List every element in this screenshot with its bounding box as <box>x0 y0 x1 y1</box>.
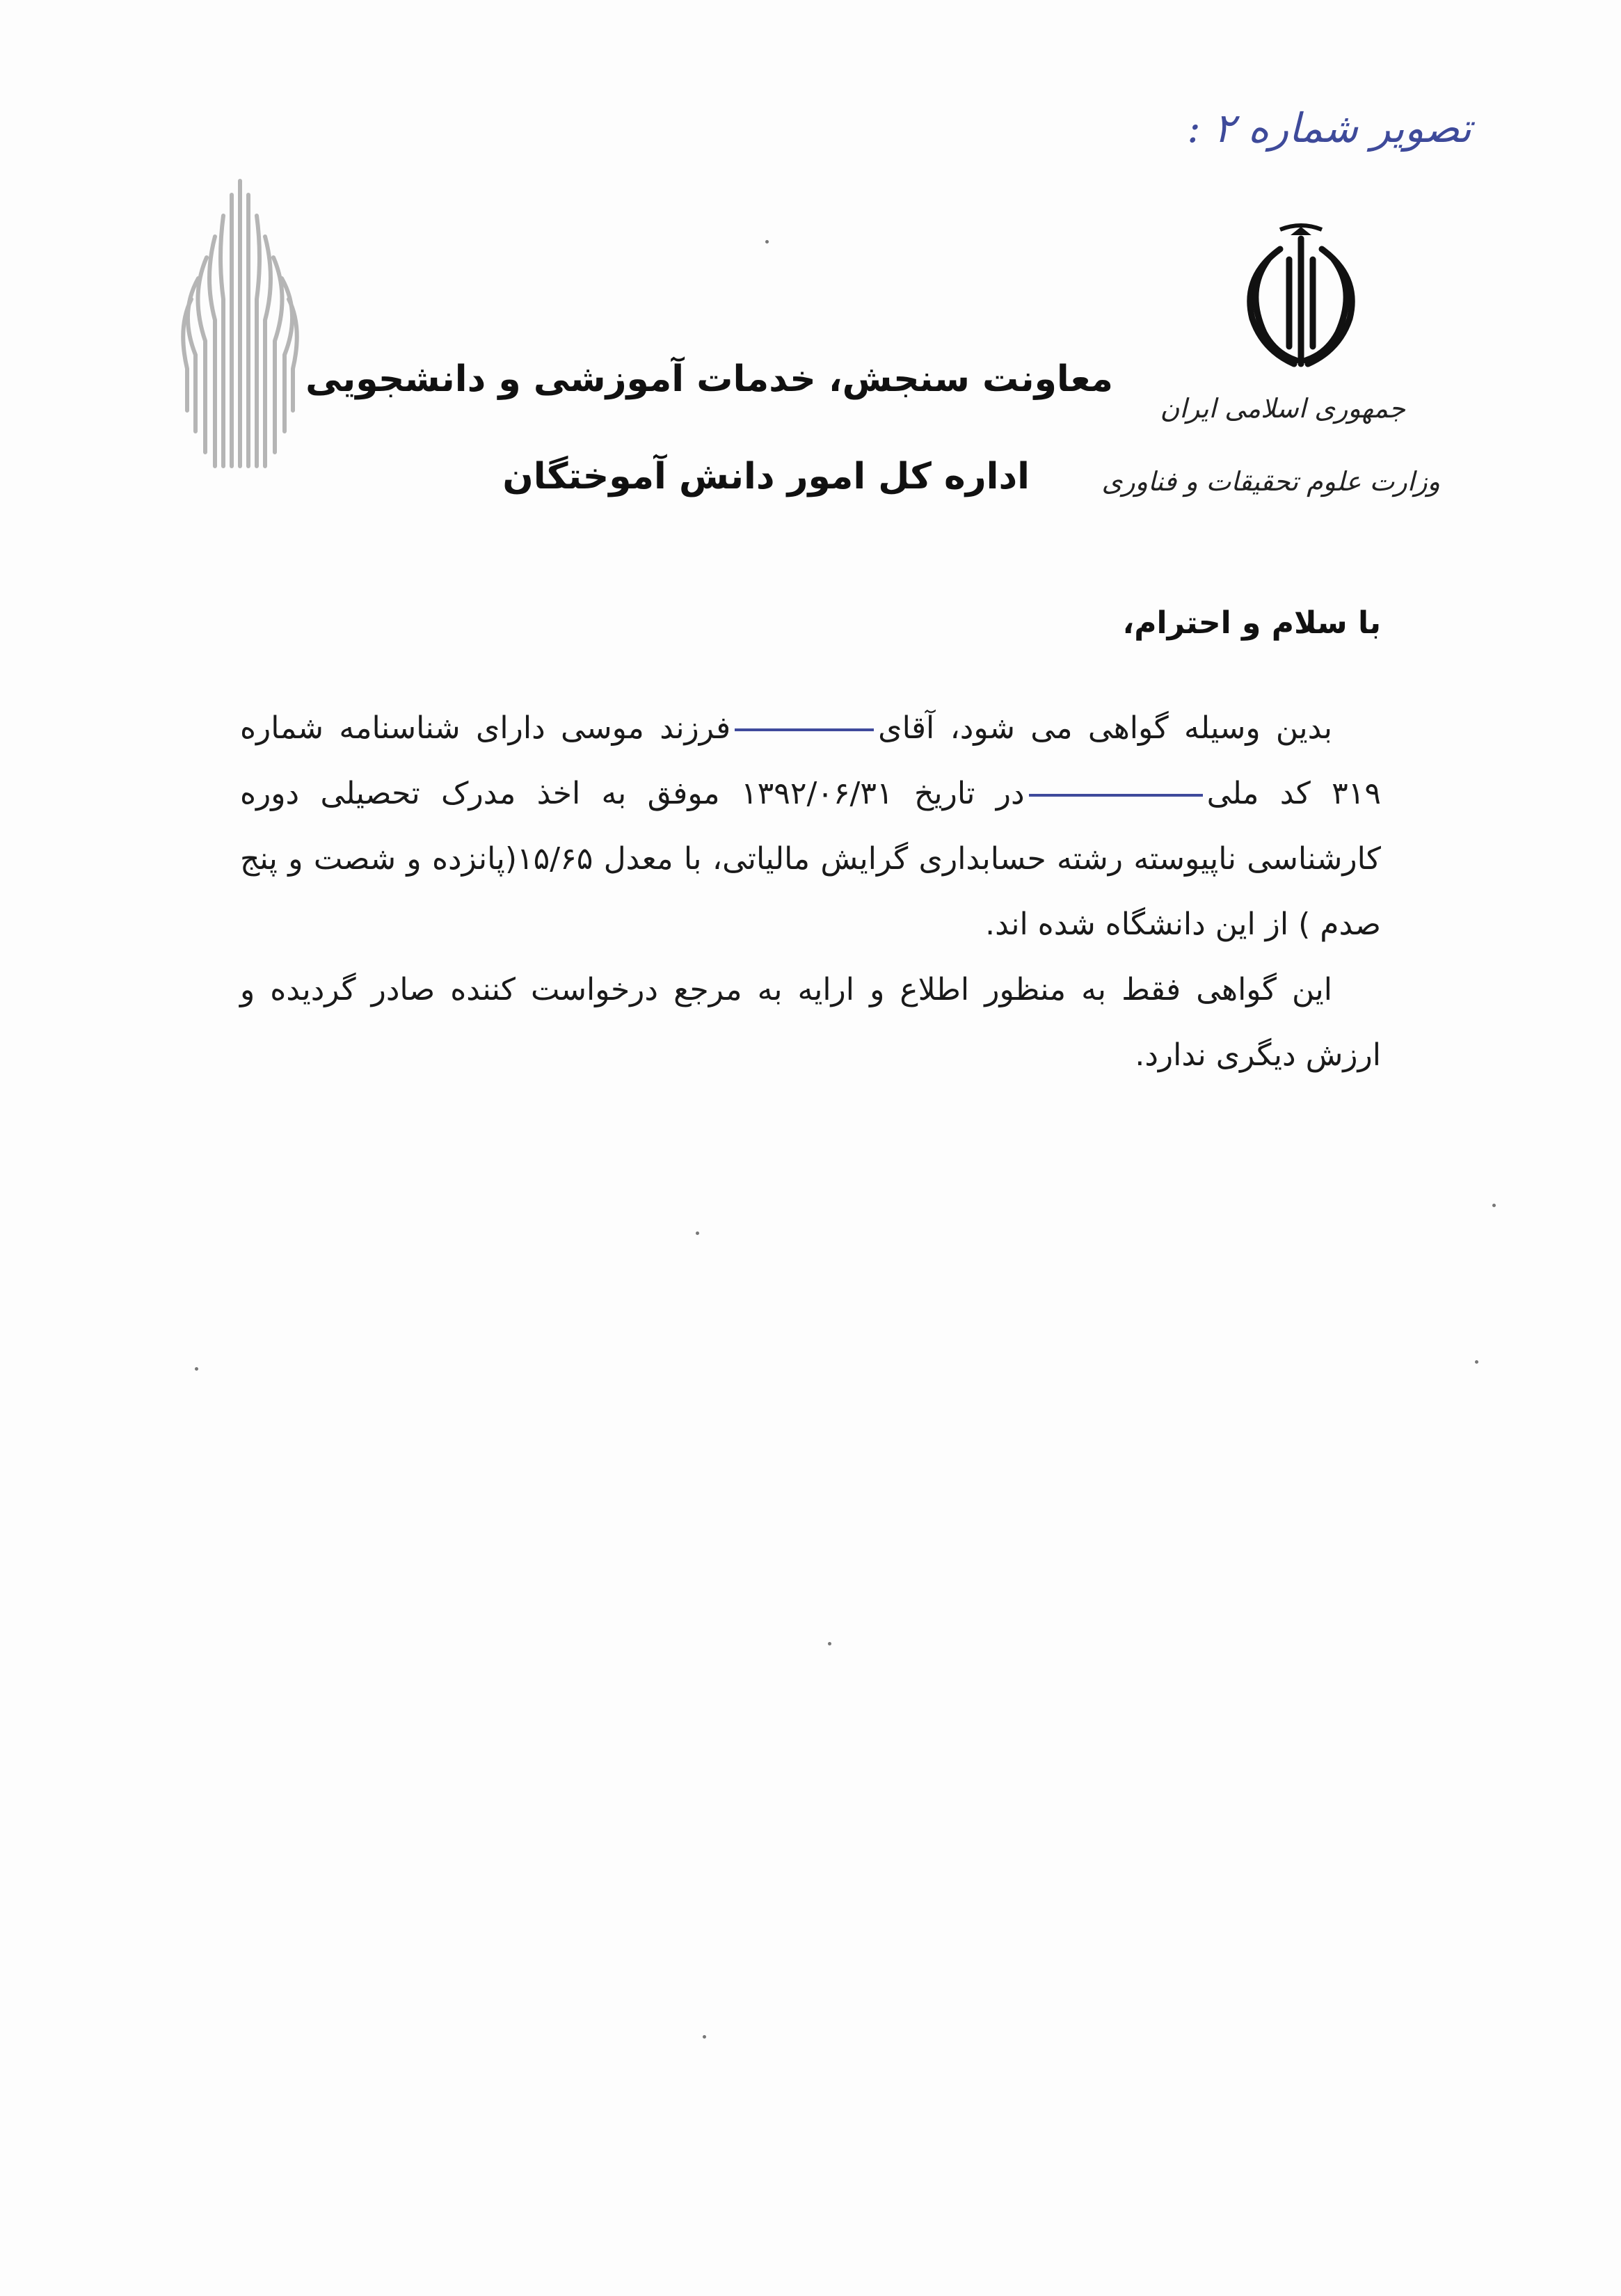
paragraph-certificate <box>240 696 1381 957</box>
letter-header-subtitle: اداره کل امور دانش آموختگان <box>502 456 1030 497</box>
iran-emblem-icon <box>1214 221 1388 371</box>
scan-speck <box>828 1642 831 1645</box>
scan-speck <box>1492 1204 1496 1207</box>
paragraph-1-segment-1: بدین وسیله گواهی می شود، آقای <box>878 710 1332 746</box>
scan-speck <box>703 2035 706 2039</box>
scan-speck <box>696 1231 699 1235</box>
paragraph-disclaimer: این گواهی فقط به منظور اطلاع و ارایه به مرجع درخواست کننده صادر گردیده و ارزش دیگری ندارد. <box>240 972 1381 1073</box>
redacted-national-id <box>1029 794 1203 797</box>
scan-speck <box>195 1367 198 1371</box>
letter-body <box>240 696 1381 1088</box>
redacted-name <box>735 728 874 731</box>
university-logo-icon <box>177 174 303 473</box>
scan-speck <box>1475 1360 1478 1364</box>
handwritten-note: تصویر شماره ۲ : <box>1187 104 1471 152</box>
scan-speck <box>765 240 769 244</box>
paragraph-1-segment-2: فرزند موسی دارای شناسنامه شماره ۳۱۹ کد ملی <box>240 710 1382 811</box>
letter-header-title: معاونت سنجش، خدمات آموزشی و دانشجویی <box>305 358 1113 400</box>
ministry-name: وزارت علوم تحقیقات و فناوری <box>1101 466 1440 497</box>
paragraph-1-segment-3: در تاریخ ۱۳۹۲/۰۶/۳۱ موفق به اخذ مدرک تحصیلی دوره کارشناسی ناپیوسته رشته حسابداری گرایش مالیاتی، با معدل ۱۵/۶۵(پانزده و شصت و پنج صدم ) از این دانشگاه شده اند. <box>240 776 1381 942</box>
government-name: جمهوری اسلامی ایران <box>1160 393 1405 424</box>
greeting: با سلام و احترام، <box>1122 605 1381 641</box>
